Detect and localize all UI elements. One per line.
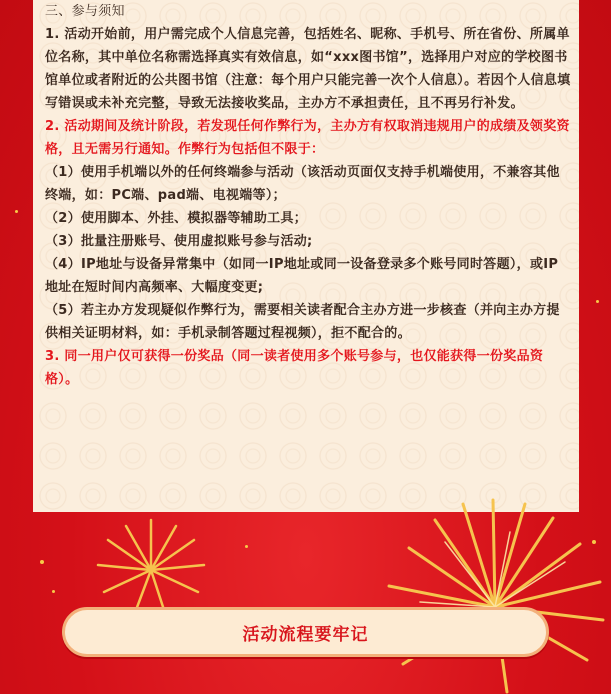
rules-content xyxy=(45,0,571,391)
firework-left-icon xyxy=(86,510,216,620)
sparkle-icon xyxy=(596,300,599,303)
rule-sub-1: （1）使用手机端以外的任何终端参与活动（该活动页面仅支持手机端使用，不兼容其他终端，如：PC端、pad端、电视端等）； xyxy=(45,165,560,203)
rule-item-3: 3. 同一用户仅可获得一份奖品（同一读者使用多个账号参与，也仅能获得一份奖品资格）。 xyxy=(45,349,544,387)
sparkle-icon xyxy=(592,540,596,544)
rule-item-2: 2. 活动期间及统计阶段，若发现任何作弊行为，主办方有权取消违规用户的成绩及领奖资格，且无需另行通知。作弊行为包括但不限于： xyxy=(45,119,570,157)
sparkle-icon xyxy=(40,560,44,564)
rule-sub-2: （2）使用脚本、外挂、模拟器等辅助工具； xyxy=(45,211,308,226)
firework-right-icon xyxy=(375,492,611,694)
rule-sub-3: （3）批量注册账号、使用虚拟账号参与活动; xyxy=(45,234,313,249)
sparkle-icon xyxy=(52,590,55,593)
rule-sub-4: （4）IP地址与设备异常集中（如同一IP地址或同一设备登录多个账号同时答题），或IP地址在短时间内高频率、大幅度变更; xyxy=(45,257,559,295)
sparkle-icon xyxy=(15,210,18,213)
section-heading: 三、参与须知 xyxy=(45,4,125,19)
rule-item-1: 1. 活动开始前，用户需完成个人信息完善，包括姓名、昵称、手机号、所在省份、所属单位名称，其中单位名称需选择真实有效信息，如“xxx图书馆”，选择用户对应的学校图书馆单位或者附近的公共图书馆（注意：每个用户只能完善一次个人信息）。若因个人信息填写错误或未补充完整，导致无法接收奖品，主办方不承担责任，且不再另行补发。 xyxy=(45,27,571,111)
rule-sub-5: （5）若主办方发现疑似作弊行为，需要相关读者配合主办方进一步核查（并向主办方提供相关证明材料，如：手机录制答题过程视频），拒不配合的。 xyxy=(45,303,560,341)
sparkle-icon xyxy=(245,545,248,548)
process-button[interactable]: 活动流程要牢记 xyxy=(62,607,549,657)
